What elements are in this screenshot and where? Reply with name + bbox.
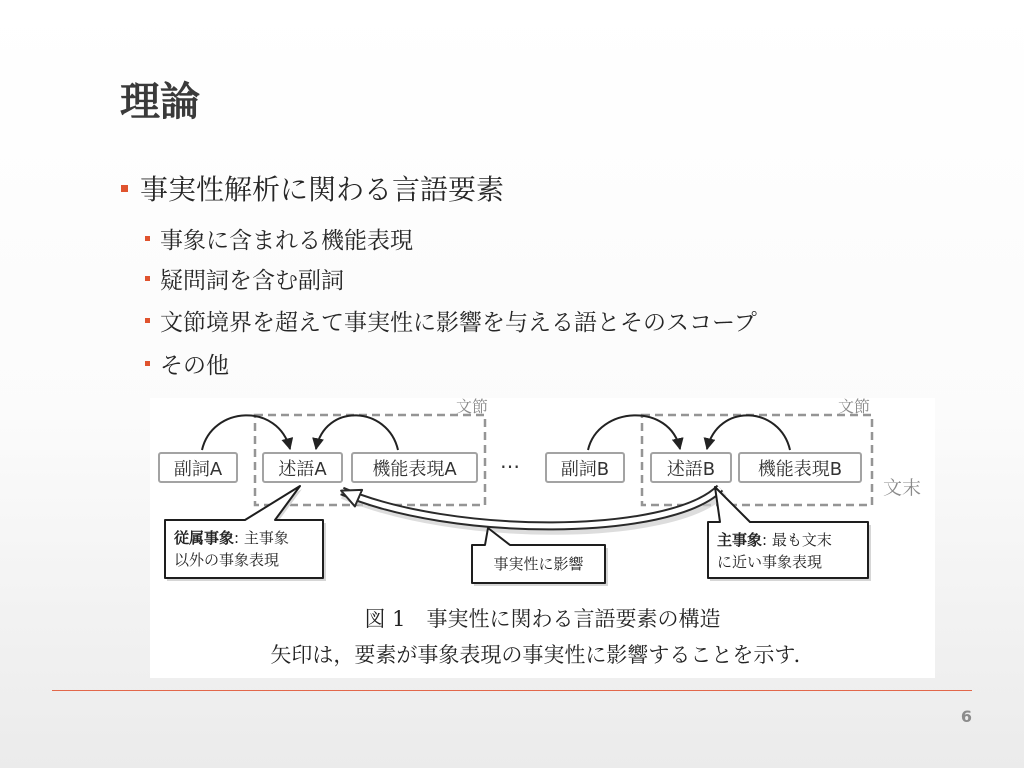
slide-title: 理論 [120, 79, 200, 125]
callout-line [717, 529, 832, 551]
square-bullet-icon [145, 318, 150, 323]
callout-main-text [717, 529, 832, 573]
bullet-item-level2 [145, 347, 229, 379]
sentence-end-label: 文末 [883, 477, 922, 499]
node-function-expression-b: 機能表現B [738, 452, 862, 483]
bullet-text: 文節境界を超えて事実性に影響を与える語とそのスコープ [160, 309, 757, 336]
bullet-text: 疑問詞を含む副詞 [160, 267, 344, 294]
ellipsis: … [500, 449, 522, 473]
arrow-adverb-b-to-predicate-b [588, 415, 680, 450]
arrow-function-b-to-predicate-b [707, 415, 790, 450]
callout-line: に近い事象表現 [717, 553, 823, 571]
figure-caption-title: 図 1 事実性に関わる言語要素の構造 [364, 607, 721, 631]
callout-term: 主事象 [717, 531, 763, 549]
bullet-item-level2 [145, 304, 757, 336]
page-number: 6 [960, 707, 972, 726]
figure-caption-description: 矢印は，要素が事象表現の事実性に影響することを示す． [270, 643, 815, 667]
node-adverb-b: 副詞B [545, 452, 625, 483]
bullet-item-level2 [145, 222, 413, 254]
callout-influence-text: 事実性に影響 [493, 555, 584, 573]
callout-line [174, 527, 289, 549]
square-bullet-icon [121, 185, 128, 192]
node-predicate-b: 述語B [650, 452, 732, 483]
figure-factuality-structure [150, 398, 935, 678]
arrow-function-a-to-predicate-a [316, 415, 398, 450]
arrow-adverb-a-to-predicate-a [202, 415, 290, 450]
bullet-text: 事象に含まれる機能表現 [160, 227, 413, 254]
chunk-label-b: 文節 [838, 398, 871, 416]
callout-subordinate-text [174, 527, 289, 571]
bullet-text: 事実性解析に関わる言語要素 [140, 173, 505, 206]
callout-term: 従属事象 [174, 529, 235, 547]
node-predicate-a: 述語A [262, 452, 343, 483]
callout-line: 以外の事象表現 [174, 551, 280, 569]
callout-definition: : 主事象 [234, 529, 289, 547]
long-arrow-predicate-b-to-predicate-a [342, 488, 723, 530]
callout-definition: : 最も文末 [762, 531, 832, 549]
bullet-item-level1 [121, 170, 504, 206]
square-bullet-icon [145, 361, 150, 366]
chunk-label-a: 文節 [456, 398, 489, 416]
footer-divider [52, 690, 972, 691]
node-adverb-a: 副詞A [158, 452, 238, 483]
node-function-expression-a: 機能表現A [351, 452, 478, 483]
bullet-item-level2 [145, 262, 344, 294]
square-bullet-icon [145, 276, 150, 281]
bullet-text: その他 [160, 352, 229, 379]
square-bullet-icon [145, 236, 150, 241]
